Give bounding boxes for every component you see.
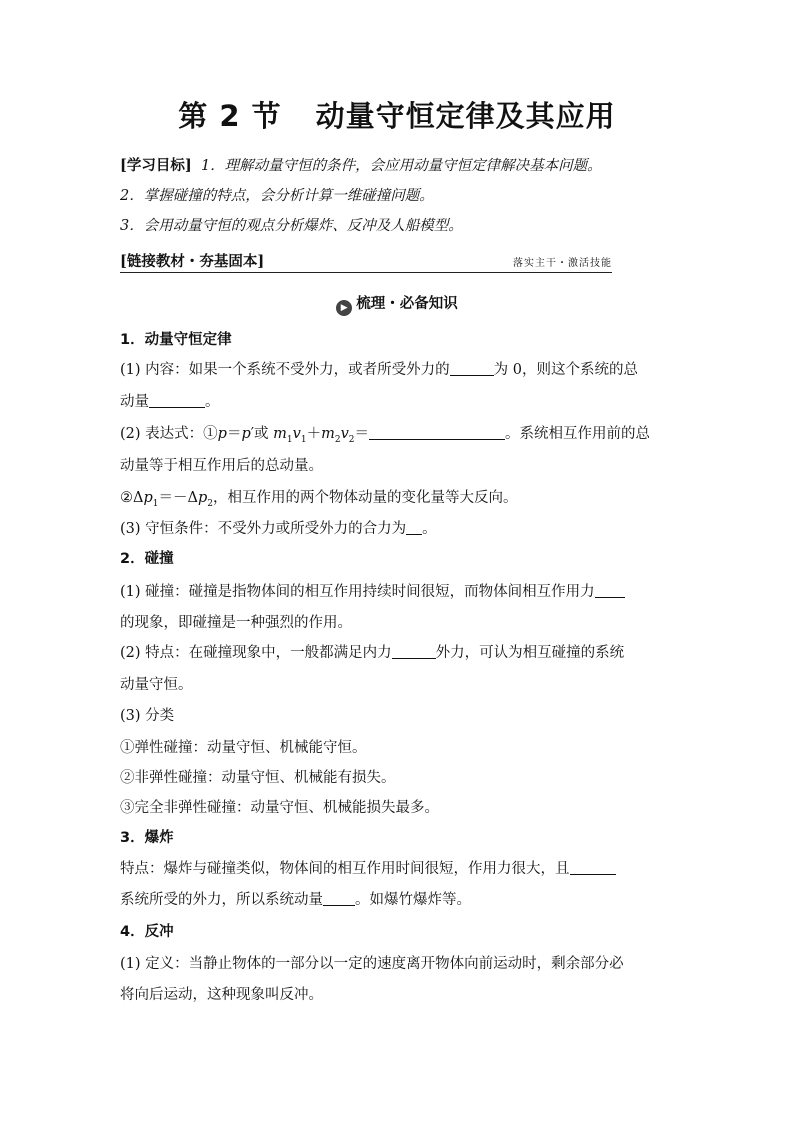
play-icon: ▶ <box>336 300 352 316</box>
formula-delta: $②\Delta p_1=-\Delta p_2$ <box>120 490 214 509</box>
formula-momentum: p＝p′或 $m_1v_1+m_2v_2=$ <box>217 426 369 445</box>
text: 外力，可认为相互碰撞的系统 <box>435 645 625 661</box>
sub-header-text: 梳理・必备知识 <box>356 296 458 312</box>
para-classification: (3) 分类 <box>120 708 175 724</box>
fill-blank <box>595 583 625 598</box>
text: ，相互作用的两个物体动量的变化量等大反向。 <box>213 490 518 506</box>
para-delta <box>120 488 680 514</box>
text: 系统所受的外力，所以系统动量 <box>120 892 323 908</box>
sub-header <box>0 292 794 316</box>
text: (1) 碰撞：碰撞是指物体间的相互作用持续时间很短，而物体间相互作用力 <box>120 584 595 600</box>
section-title: [链接教材・夯基固本] <box>120 253 265 270</box>
text: 。 <box>205 394 220 410</box>
text: 特点：爆炸与碰撞类似，物体间的相互作用时间很短，作用力很大，且 <box>120 861 570 877</box>
text: 。 <box>422 521 437 537</box>
title-text: 动量守恒定律及其应用 <box>315 99 616 133</box>
para-inelastic: ②非弹性碰撞：动量守恒、机械能有损失。 <box>120 770 396 786</box>
para-collision-line-1 <box>120 582 680 602</box>
text: 动量 <box>120 394 149 410</box>
text: 。系统相互作用前的总 <box>505 426 650 442</box>
text: (2) 表达式：① <box>120 426 218 442</box>
text: (1) 内容：如果一个系统不受外力，或者所受外力的 <box>120 362 450 378</box>
text: (2) 特点：在碰撞现象中，一般都满足内力 <box>120 645 392 661</box>
para-perfectly-inelastic: ③完全非弹性碰撞：动量守恒、机械能损失最多。 <box>120 800 439 816</box>
para-collision-line-2: 的现象，即碰撞是一种强烈的作用。 <box>120 615 352 631</box>
para-feature-line-1 <box>120 643 680 663</box>
fill-blank <box>450 361 494 376</box>
para-explosion-line-2 <box>120 890 680 910</box>
heading-1: 1．动量守恒定律 <box>120 332 232 348</box>
para-expression-line-2: 动量等于相互作用后的总动量。 <box>120 458 323 474</box>
heading-4: 4．反冲 <box>120 924 174 940</box>
goal-2: 2．掌握碰撞的特点，会分析计算一维碰撞问题。 <box>120 188 434 204</box>
fill-blank <box>369 425 505 440</box>
text: 。如爆竹爆炸等。 <box>355 892 471 908</box>
fill-blank <box>149 393 205 408</box>
section-tagline: 落实主干・激活技能 <box>513 258 612 269</box>
section-bar <box>120 250 612 273</box>
title-section-number: 第 2 节 <box>178 99 282 133</box>
text: (3) 守恒条件：不受外力或所受外力的合力为 <box>120 521 407 537</box>
fill-blank <box>406 520 422 535</box>
para-content-line-2 <box>120 392 680 412</box>
para-content-line-1 <box>120 360 680 380</box>
goal-1: 1．理解动量守恒的条件，会应用动量守恒定律解决基本问题。 <box>200 158 602 174</box>
heading-3: 3．爆炸 <box>120 830 174 846</box>
goal-3: 3．会用动量守恒的观点分析爆炸、反冲及人船模型。 <box>120 218 463 234</box>
para-feature-line-2: 动量守恒。 <box>120 677 193 693</box>
para-recoil-line-1: (1) 定义：当静止物体的一部分以一定的速度离开物体向前运动时，剩余部分必 <box>120 956 624 972</box>
goals-label: [学习目标] <box>120 157 192 174</box>
para-condition <box>120 519 680 539</box>
goal-line-1 <box>120 156 680 176</box>
para-elastic: ①弹性碰撞：动量守恒、机械能守恒。 <box>120 740 367 756</box>
page-title <box>0 94 794 135</box>
text: 为 0，则这个系统的总 <box>493 362 638 378</box>
fill-blank <box>570 860 616 875</box>
heading-2: 2．碰撞 <box>120 551 174 567</box>
para-expression-line-1 <box>120 424 680 450</box>
para-recoil-line-2: 将向后运动，这种现象叫反冲。 <box>120 987 323 1003</box>
fill-blank <box>323 891 355 906</box>
para-explosion-line-1 <box>120 859 680 879</box>
fill-blank <box>392 644 436 659</box>
